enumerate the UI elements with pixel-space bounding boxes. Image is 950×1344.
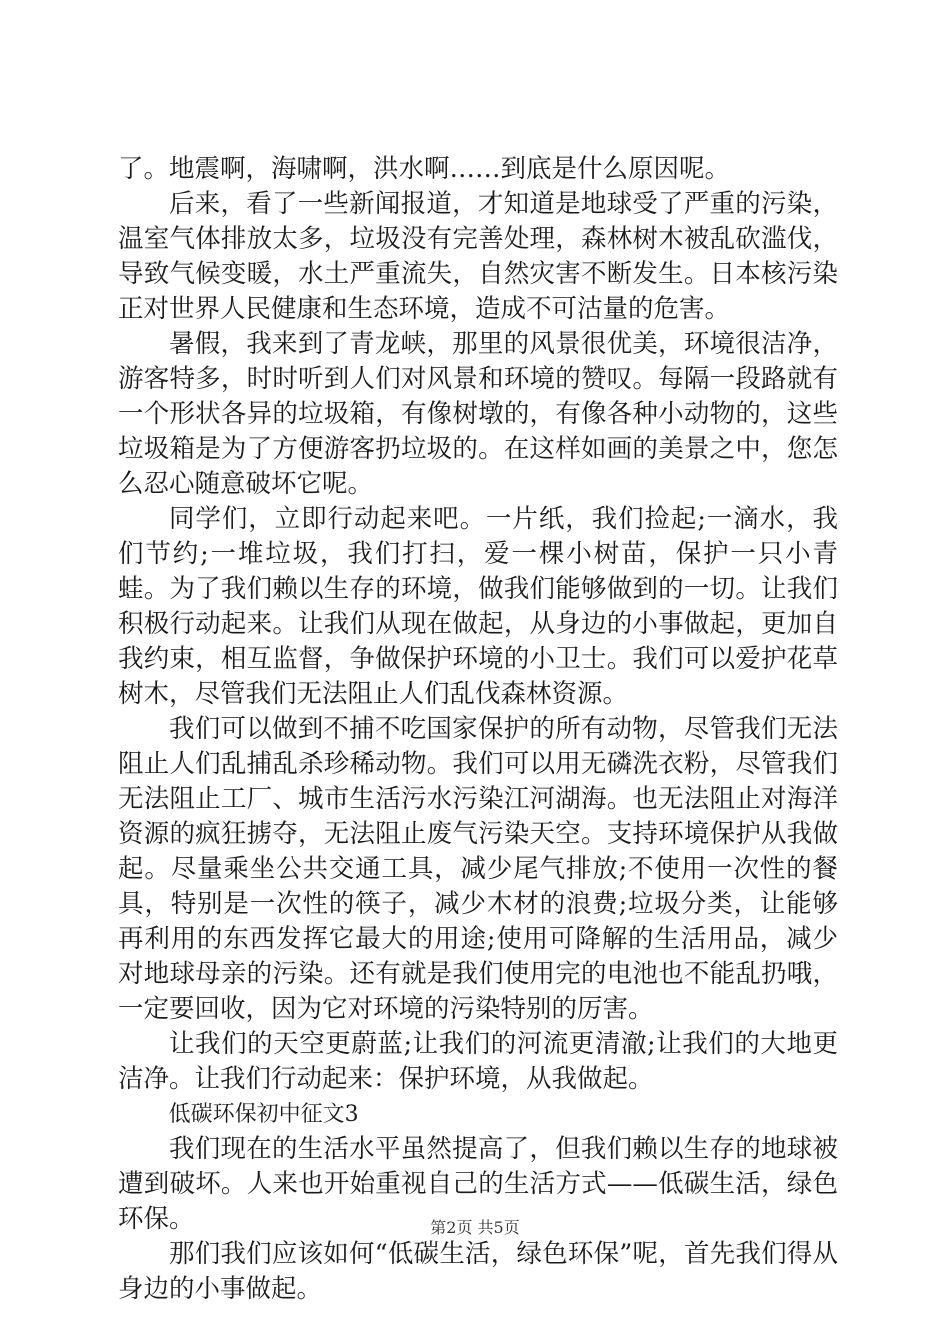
- paragraph-continued: 了。地震啊，海啸啊，洪水啊……到底是什么原因呢。: [118, 154, 731, 184]
- paragraph: 暑假，我来到了青龙峡，那里的风景很优美，环境很洁净，游客特多，时时听到人们对风景和环境的赞叹。每隔一段路就有一个形状各异的垃圾箱，有像树墩的，有像各种小动物的，这些垃圾箱是为了方便游客扔垃圾的。在这样如画的美景之中，您怎么忍心随意破坏它呢。: [118, 329, 838, 499]
- paragraph: 我们可以做到不捕不吃国家保护的所有动物，尽管我们无法阻止人们乱捕乱杀珍稀动物。我们可以用无磷洗衣粉，尽管我们无法阻止工厂、城市生活污水污染江河湖海。也无法阻止对海洋资源的疯狂掳夺，无法阻止废气污染天空。支持环境保护从我做起。尽量乘坐公共交通工具，减少尾气排放;不使用一次性的餐具，特别是一次性的筷子，减少木材的浪费;垃圾分类，让能够再利用的东西发挥它最大的用途;使用可降解的生活用品，减少对地球母亲的污染。还有就是我们使用完的电池也不能乱扔哦，一定要回收，因为它对环境的污染特别的厉害。: [118, 714, 838, 1024]
- paragraph: 我们现在的生活水平虽然提高了，但我们赖以生存的地球被遭到破坏。人来也开始重视自己的生活方式——低碳生活，绿色环保。: [118, 1134, 838, 1234]
- page-number-footer: 第2页 共5页: [430, 1218, 520, 1237]
- section-heading: 低碳环保初中征文3: [168, 1102, 359, 1127]
- document-body: [118, 152, 838, 1307]
- paragraph: 后来，看了一些新闻报道，才知道是地球受了严重的污染，温室气体排放太多，垃圾没有完善处理，森林树木被乱砍滥伐，导致气候变暖，水土严重流失，自然灾害不断发生。日本核污染正对世界人民健康和生态环境，造成不可沽量的危害。: [118, 189, 838, 324]
- paragraph: 让我们的天空更蔚蓝;让我们的河流更清澈;让我们的大地更洁净。让我们行动起来：保护环境，从我做起。: [118, 1029, 838, 1094]
- paragraph: 那们我们应该如何“低碳生活，绿色环保”呢，首先我们得从身边的小事做起。: [118, 1239, 838, 1304]
- paragraph: 同学们，立即行动起来吧。一片纸，我们捡起;一滴水，我们节约;一堆垃圾，我们打扫，爱一棵小树苗，保护一只小青蛙。为了我们赖以生存的环境，做我们能够做到的一切。让我们积极行动起来。让我们从现在做起，从身边的小事做起，更加自我约束，相互监督，争做保护环境的小卫士。我们可以爱护花草树木，尽管我们无法阻止人们乱伐森林资源。: [118, 504, 838, 709]
